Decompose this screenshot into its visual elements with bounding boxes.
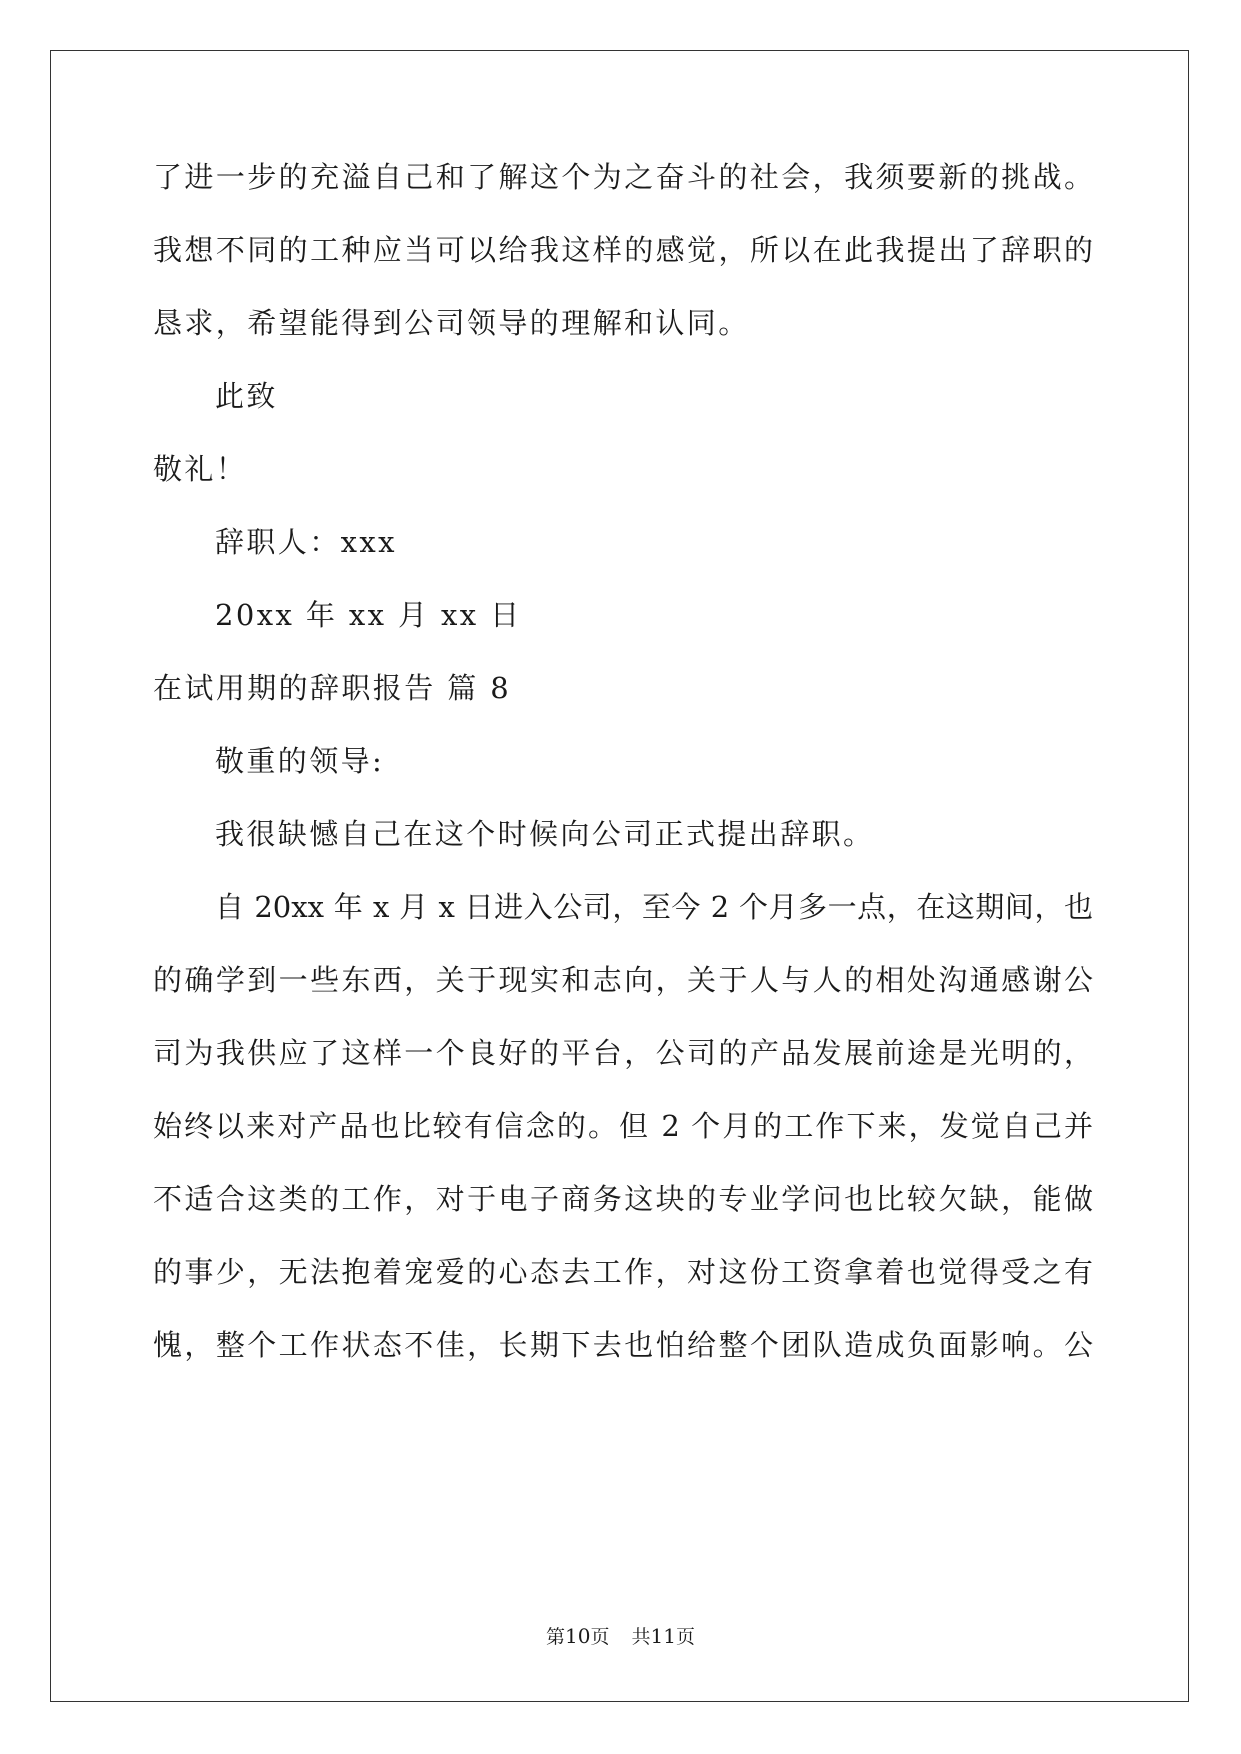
text-line: 恳求，希望能得到公司领导的理解和认同。	[153, 306, 750, 340]
page-border	[50, 50, 1189, 1702]
total-suffix: 页	[675, 1626, 695, 1648]
text-line: 始终以来对产品也比较有信念的。但 2 个月的工作下来，发觉自己并	[153, 1109, 1093, 1143]
text-line: 的事少，无法抱着宠爱的心态去工作，对这份工资拿着也觉得受之有	[153, 1255, 1093, 1289]
page-total: 11	[650, 1624, 676, 1648]
date-line: 20xx 年 xx 月 xx 日	[215, 598, 522, 632]
page-current: 10	[565, 1624, 591, 1648]
page-prefix: 第	[546, 1626, 566, 1648]
page-suffix: 页	[590, 1626, 610, 1648]
text-line: 我很缺憾自己在这个时候向公司正式提出辞职。	[215, 817, 875, 851]
text-line: 愧，整个工作状态不佳，长期下去也怕给整个团队造成负面影响。公	[153, 1328, 1093, 1362]
section-title: 在试用期的辞职报告 篇 8	[153, 671, 512, 705]
text-line: 了进一步的充溢自己和了解这个为之奋斗的社会，我须要新的挑战。	[153, 160, 1093, 194]
text-line: 自 20xx 年 x 月 x 日进入公司，至今 2 个月多一点，在这期间，也	[215, 890, 1093, 924]
closing-regards: 敬礼！	[153, 452, 248, 486]
greeting-line: 敬重的领导:	[215, 744, 385, 778]
text-line: 的确学到一些东西，关于现实和志向，关于人与人的相处沟通感谢公	[153, 963, 1093, 997]
closing-salutation: 此致	[215, 379, 278, 413]
signature-line: 辞职人：xxx	[215, 525, 397, 559]
text-line: 司为我供应了这样一个良好的平台，公司的产品发展前途是光明的，	[153, 1036, 1093, 1070]
page-footer	[0, 1624, 1241, 1649]
text-line: 不适合这类的工作，对于电子商务这块的专业学问也比较欠缺，能做	[153, 1182, 1093, 1216]
text-line: 我想不同的工种应当可以给我这样的感觉，所以在此我提出了辞职的	[153, 233, 1093, 267]
total-prefix: 共	[631, 1626, 651, 1648]
